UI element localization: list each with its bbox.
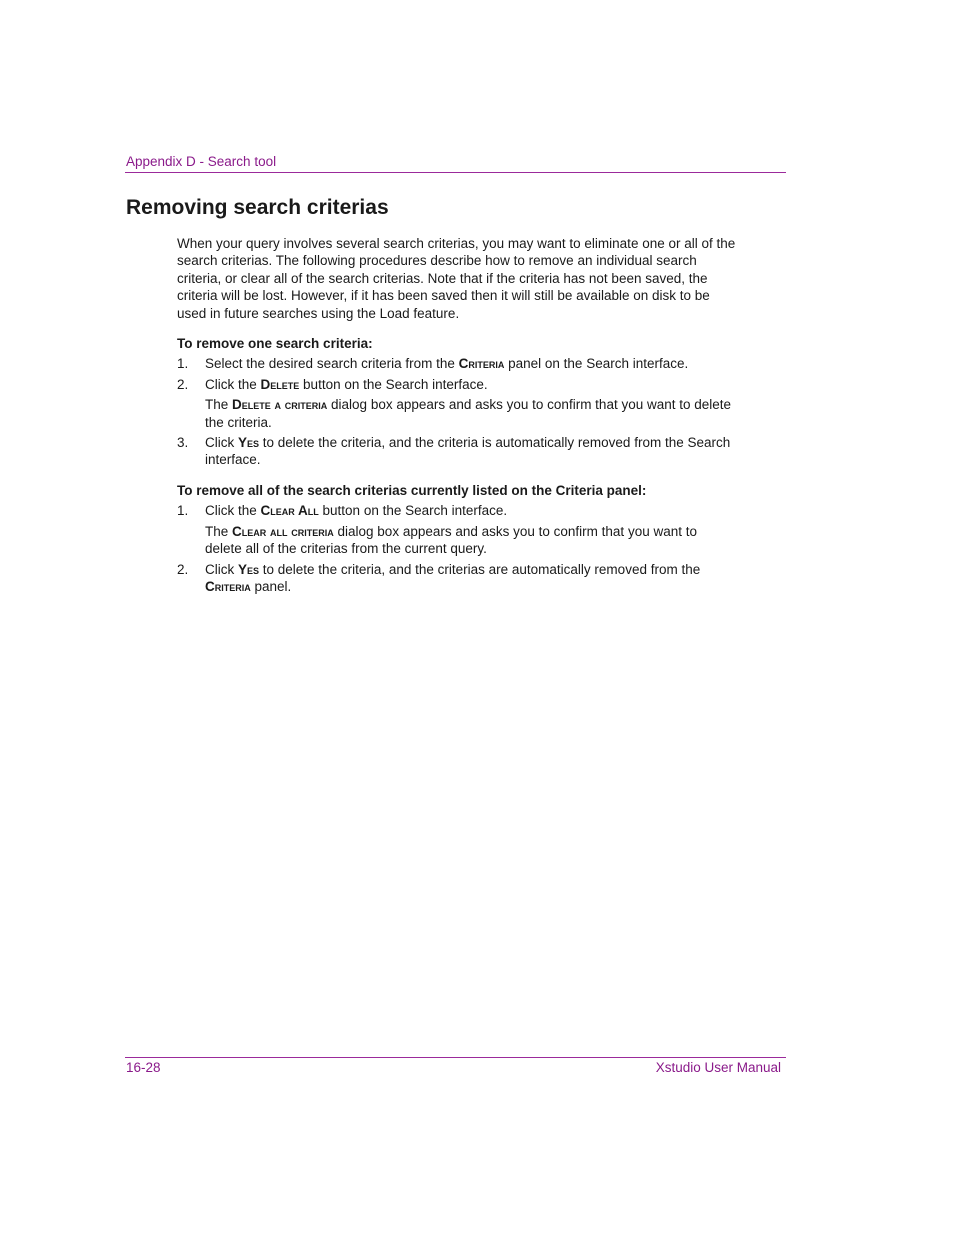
step-text: to delete the criteria, and the criteria is automatically removed from the Search interface. (205, 435, 731, 468)
list-item (177, 355, 737, 372)
intro-paragraph: When your query involves several search criterias, you may want to eliminate one or all of the search criterias. The following procedures describe how to remove an individual search criteria, or clear all of the search criterias. Note that if the criteria has not been saved, the criteria will be lost. However, if it has been saved then it will still be available on disk to be used in future searches using the Load feature. (177, 236, 736, 321)
step-text: Click the (205, 503, 261, 519)
note-text: The (205, 397, 233, 413)
step-text: Select the desired search criteria from the (205, 356, 459, 372)
footer-rule (125, 1057, 786, 1058)
note-text: The (205, 523, 233, 539)
ui-term: Clear all criteria (232, 523, 334, 539)
list-item (177, 561, 737, 596)
ui-term: Criteria (205, 578, 251, 594)
list-item (177, 502, 737, 557)
list-item (177, 376, 737, 431)
step-text: Click (205, 435, 238, 451)
ui-term: Yes (238, 561, 260, 577)
step-note (205, 523, 737, 558)
step-number: 2. (177, 376, 189, 392)
ui-term: Criteria (458, 356, 505, 372)
note-text: dialog box appears and asks you to confirm that you want to delete the criteria. (205, 397, 732, 430)
ui-term: Yes (238, 435, 260, 451)
step-text: panel. (250, 578, 292, 594)
page-number: 16-28 (126, 1060, 161, 1075)
step-text: to delete the criteria, and the criterias are automatically removed from the (259, 561, 701, 577)
step-text: panel on the Search interface. (504, 356, 689, 372)
step-note (205, 396, 737, 431)
manual-title: Xstudio User Manual (655, 1060, 781, 1075)
step-text: button on the Search interface. (318, 503, 508, 519)
step-text: button on the Search interface. (299, 376, 488, 392)
step-number: 1. (177, 503, 189, 519)
section-title: Removing search criterias (126, 196, 389, 219)
step-text: Click (205, 561, 238, 577)
step-number: 1. (177, 356, 189, 372)
section-body (177, 235, 737, 598)
step-number: 3. (177, 435, 189, 451)
ui-term: Clear All (260, 503, 319, 519)
step-text: Click the (205, 376, 261, 392)
procedure-title-two: To remove all of the search criterias currently listed on the Criteria panel: (177, 482, 647, 498)
procedure-title-one: To remove one search criteria: (177, 336, 373, 352)
ui-term: Delete a criteria (232, 397, 328, 413)
note-text: dialog box appears and asks you to confirm that you want to delete all of the criterias from the current query. (205, 523, 697, 557)
list-item (177, 434, 737, 469)
ui-term: Delete (260, 376, 300, 392)
step-number: 2. (177, 561, 189, 577)
header-rule (125, 172, 786, 173)
running-header: Appendix D - Search tool (126, 154, 277, 169)
